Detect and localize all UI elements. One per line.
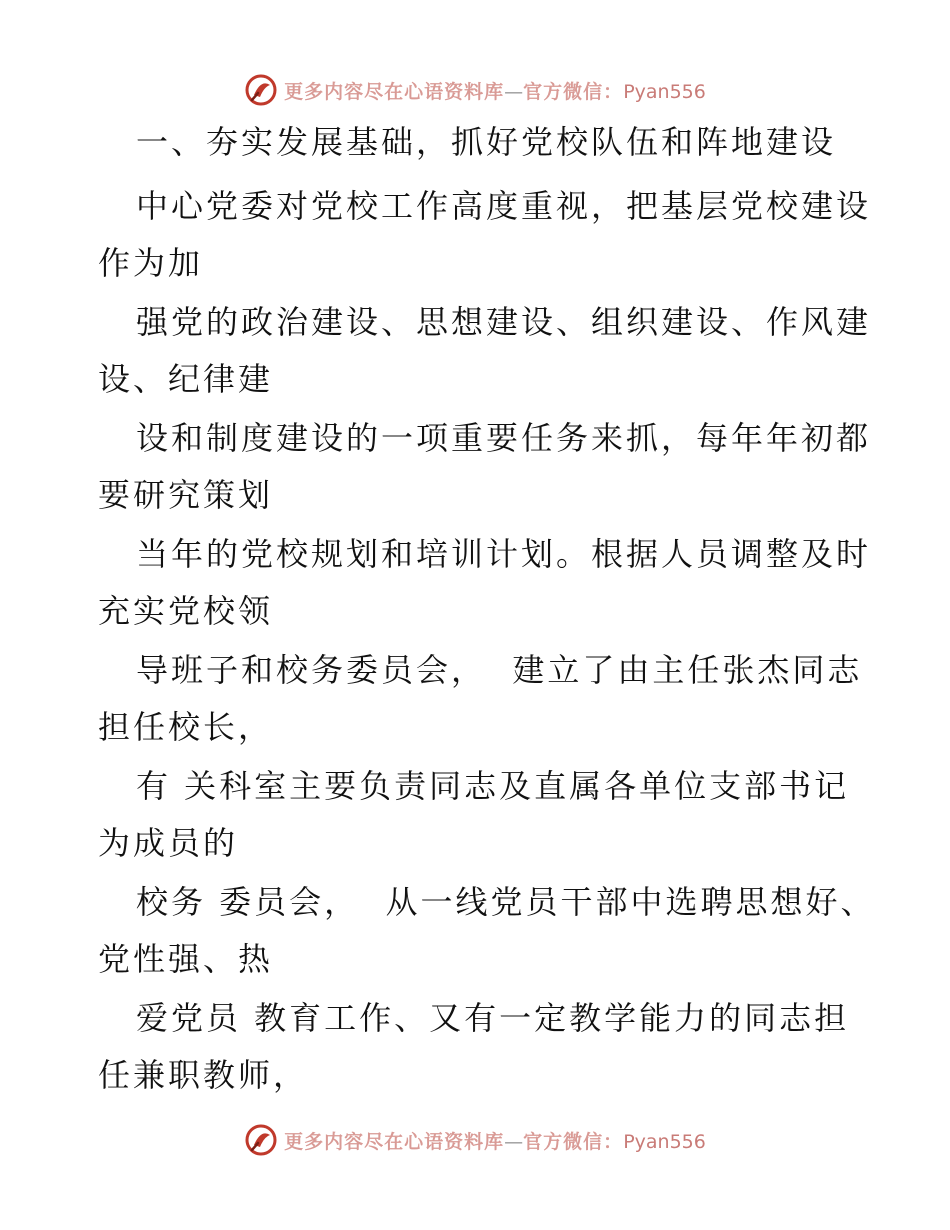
body-line: 设、纪律建 — [98, 360, 274, 398]
header-banner-wechat-id: Pyan556 — [623, 80, 706, 103]
body-line: 中心党委对党校工作高度重视，把基层党校建设 — [136, 187, 872, 225]
footer-banner — [0, 1122, 950, 1158]
body-line: 一、夯实发展基础，抓好党校队伍和阵地建设 — [136, 123, 837, 161]
body-line: 担任校长， — [98, 708, 274, 746]
body-line: 爱党员 教育工作、又有一定教学能力的同志担 — [136, 999, 850, 1037]
footer-banner-text — [284, 1127, 706, 1154]
body-line: 党性强、热 — [98, 940, 274, 978]
header-banner-separator: — — [504, 80, 524, 103]
header-banner — [0, 72, 950, 108]
body-line: 设和制度建设的一项重要任务来抓，每年年初都 — [136, 419, 872, 457]
body-line: 当年的党校规划和培训计划。根据人员调整及时 — [136, 535, 872, 573]
body-line: 作为加 — [98, 244, 204, 282]
body-line: 充实党校领 — [98, 592, 274, 630]
body-line: 导班子和校务委员会， 建立了由主任张杰同志 — [136, 651, 863, 689]
body-line: 为成员的 — [98, 824, 239, 862]
brand-logo-icon — [244, 1123, 278, 1157]
brand-logo-icon — [244, 73, 278, 107]
footer-banner-separator: — — [504, 1130, 524, 1153]
body-line: 要研究策划 — [98, 476, 274, 514]
footer-banner-title: 更多内容尽在心语资料库 — [284, 1130, 505, 1153]
footer-banner-wechat-label: 官方微信： — [523, 1130, 624, 1153]
header-banner-text — [284, 77, 706, 104]
header-banner-wechat-label: 官方微信： — [523, 80, 624, 103]
header-banner-title: 更多内容尽在心语资料库 — [284, 80, 505, 103]
body-line: 强党的政治建设、思想建设、组织建设、作风建 — [136, 303, 872, 341]
body-line: 任兼职教师， — [98, 1056, 309, 1094]
body-line: 校务 委员会， 从一线党员干部中选聘思想好、 — [136, 883, 876, 921]
body-line: 有 关科室主要负责同志及直属各单位支部书记 — [136, 767, 850, 805]
footer-banner-wechat-id: Pyan556 — [623, 1130, 706, 1153]
